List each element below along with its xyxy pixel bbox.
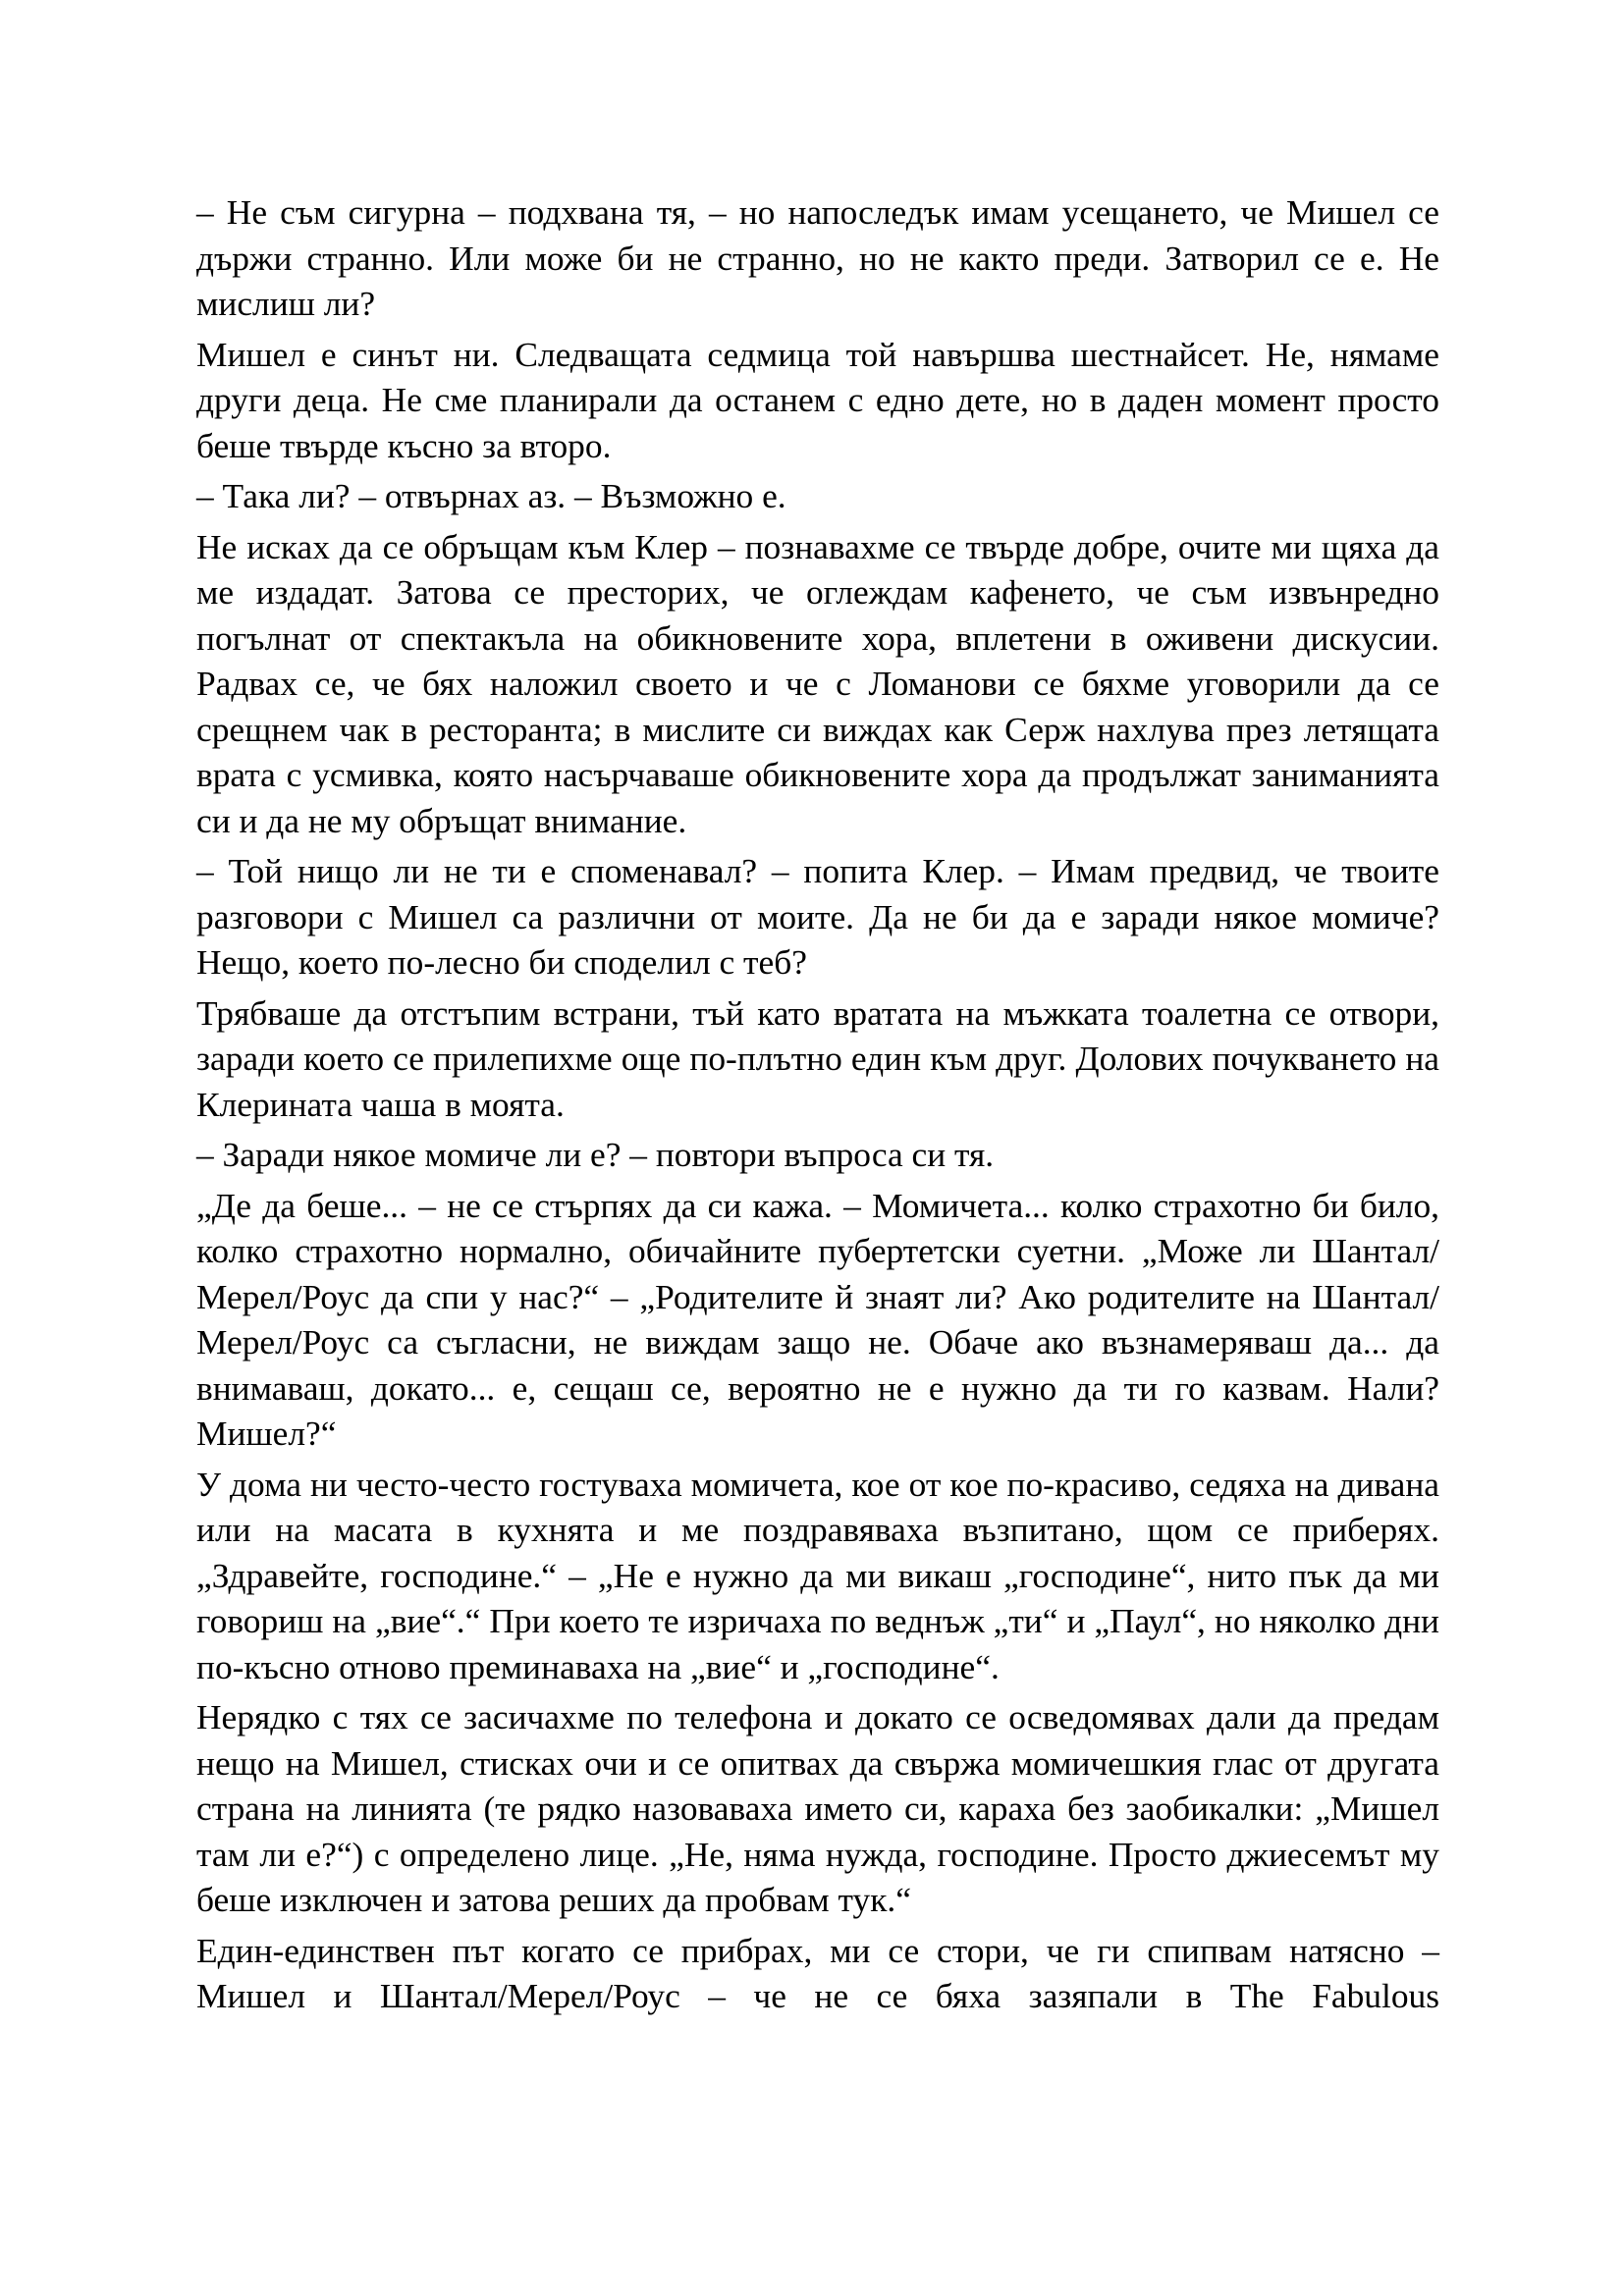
paragraph: „Де да беше... – не се стърпях да си кажа. – Момичета... колко страхотно би било, колко страхотно нормално, обичайните пубертетски суетни. „Може ли Шантал/Мерел/Роус да спи у нас?“ – „Родителите й знаят ли? Ако родителите на Шантал/Мерел/Роус са съгласни, не виждам защо не. Обаче ако възнамеряваш да... да внимаваш, докато... е, сещаш се, вероятно не е нужно да ти го казвам. Нали? Мишел?“ — [196, 1185, 1439, 1453]
paragraph: Един-единствен път когато се прибрах, ми се стори, че ги спипвам натясно – Мишел и Шантал/Мерел/Роус – че не се бяха зазяпали в The Fabulous — [196, 1930, 1439, 2015]
paragraph: – Заради някое момиче ли е? – повтори въпроса си тя. — [196, 1135, 995, 1174]
paragraph: Мишел е синът ни. Следващата седмица той навършва шестнайсет. Не, нямаме други деца. Не сме планирали да останем с едно дете, но в даден момент просто беше твърде късно за второ. — [196, 334, 1439, 465]
paragraph: – Той нищо ли не ти е споменавал? – попита Клер. – Имам предвид, че твоите разговори с Мишел са различни от моите. Да не би да е заради някое момиче? Нещо, което по-лесно би споделил с теб? — [196, 851, 1439, 982]
paragraph: – Не съм сигурна – подхвана тя, – но напоследък имам усещането, че Мишел се държи странно. Или може би не странно, но не както преди. Затворил се е. Не мислиш ли? — [196, 192, 1439, 323]
paragraph: Нерядко с тях се засичахме по телефона и докато се осведомявах дали да предам нещо на Мишел, стисках очи и се опитвах да свържа момичешкия глас от другата страна на линията (те рядко назоваваха името си, караха без заобикалки: „Мишел там ли е?“) с определено лице. „Не, няма нужда, господине. Просто джиесемът му беше изключен и затова реших да пробвам тук.“ — [196, 1697, 1439, 1919]
document-page — [196, 189, 1439, 2024]
paragraph: У дома ни често-често гостуваха момичета, кое от кое по-красиво, седяха на дивана или на масата в кухнята и ме поздравяваха възпитано, щом се приберях. „Здравейте, господине.“ – „Не е нужно да ми викаш „господине“, нито пък да ми говориш на „вие“.“ При което те изричаха по веднъж „ти“ и „Паул“, но няколко дни по-късно отново преминаваха на „вие“ и „господине“. — [196, 1464, 1439, 1686]
paragraph: – Така ли? – отвърнах аз. – Възможно е. — [196, 476, 786, 515]
paragraph: Не исках да се обръщам към Клер – познавахме се твърде добре, очите ми щяха да ме издадат. Затова се престорих, че оглеждам кафенето, че съм извънредно погълнат от спектакъла на обикновените хора, вплетени в оживени дискусии. Радвах се, че бях наложил своето и че с Ломанови се бяхме уговорили да се срещнем чак в ресторанта; в мислите си виждах как Серж нахлува през летящата врата с усмивка, която насърчаваше обикновените хора да продължат заниманията си и да не му обръщат внимание. — [196, 526, 1439, 840]
paragraph: Трябваше да отстъпим встрани, тъй като вратата на мъжката тоалетна се отвори, заради което се прилепихме още по-плътно един към друг. Долових почукването на Клерината чаша в моята. — [196, 992, 1439, 1124]
